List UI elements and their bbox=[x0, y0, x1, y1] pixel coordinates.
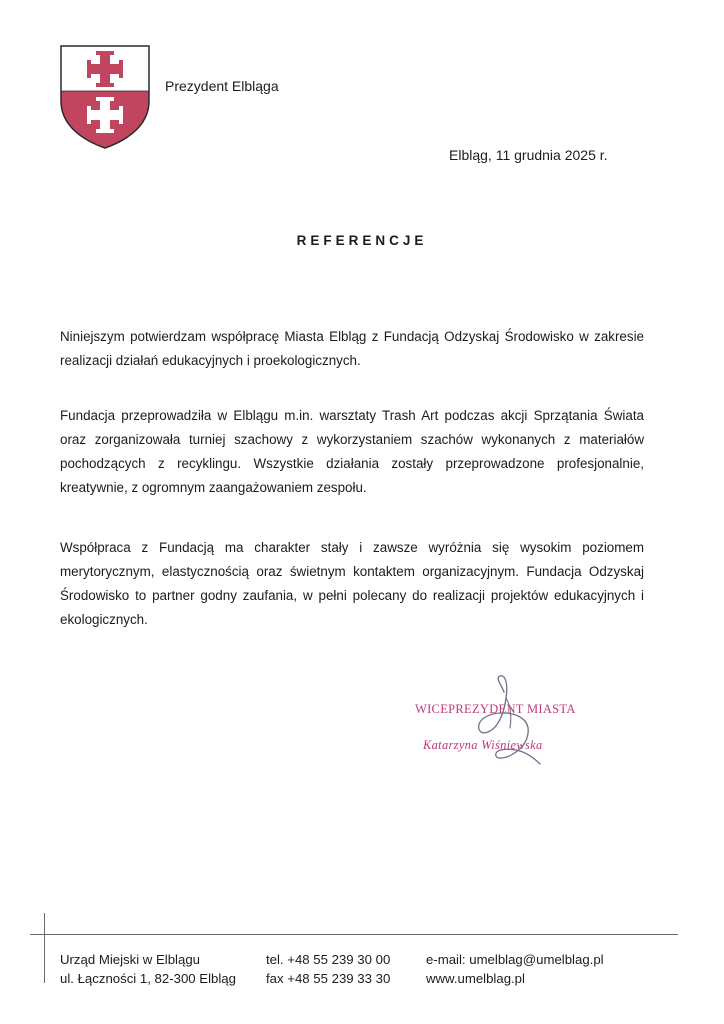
footer-contact-block bbox=[426, 950, 604, 988]
body-paragraph: Współpraca z Fundacją ma charakter stały i zawsze wyróżnia się wysokim poziomem merytorycznym, elastycznością oraz świetnym kontaktem organizacyjnym. Fundacja Odzyskaj Środowisko to partner godny zaufania, w pełni polecany do realizacji projektów edukacyjnych i ekologicznych. bbox=[60, 540, 644, 627]
elblag-crest-icon bbox=[60, 45, 150, 149]
footer-office-name: Urząd Miejski w Elblągu bbox=[60, 952, 200, 967]
issuer-name: Prezydent Elbląga bbox=[165, 78, 279, 94]
footer-fax: fax +48 55 239 33 30 bbox=[266, 971, 391, 986]
stamp-name: Katarzyna Wiśniewska bbox=[423, 738, 543, 752]
footer-divider bbox=[30, 934, 678, 935]
body-paragraph: Fundacja przeprowadziła w Elblągu m.in. warsztaty Trash Art podczas akcji Sprzątania Świata oraz zorganizowała turniej szachowy z wykorzystaniem szachów wykonanych z materiałów pochodzących z recyklingu. Wszystkie działania zostały przeprowadzone profesjonalnie, kreatywnie, z ogromnym zaangażowaniem zespołu. bbox=[60, 408, 644, 495]
footer-office-address: ul. Łączności 1, 82-300 Elbląg bbox=[60, 971, 236, 986]
footer-vertical-rule bbox=[44, 913, 45, 983]
handwritten-signature bbox=[470, 670, 550, 770]
footer-phone: tel. +48 55 239 30 00 bbox=[266, 952, 391, 967]
letter-date: Elbląg, 11 grudnia 2025 r. bbox=[449, 147, 608, 163]
footer-email: e-mail: umelblag@umelblag.pl bbox=[426, 952, 604, 967]
body-paragraph: Niniejszym potwierdzam współpracę Miasta Elbląg z Fundacją Odzyskaj Środowisko w zakresie realizacji działań edukacyjnych i proekologicznych. bbox=[60, 329, 644, 368]
footer-website: www.umelblag.pl bbox=[426, 971, 525, 986]
footer-address-block bbox=[60, 950, 236, 988]
stamp-role: WICEPREZYDENT MIASTA bbox=[415, 702, 576, 716]
footer-phone-block bbox=[266, 950, 390, 988]
document-title: REFERENCJE bbox=[296, 233, 428, 248]
